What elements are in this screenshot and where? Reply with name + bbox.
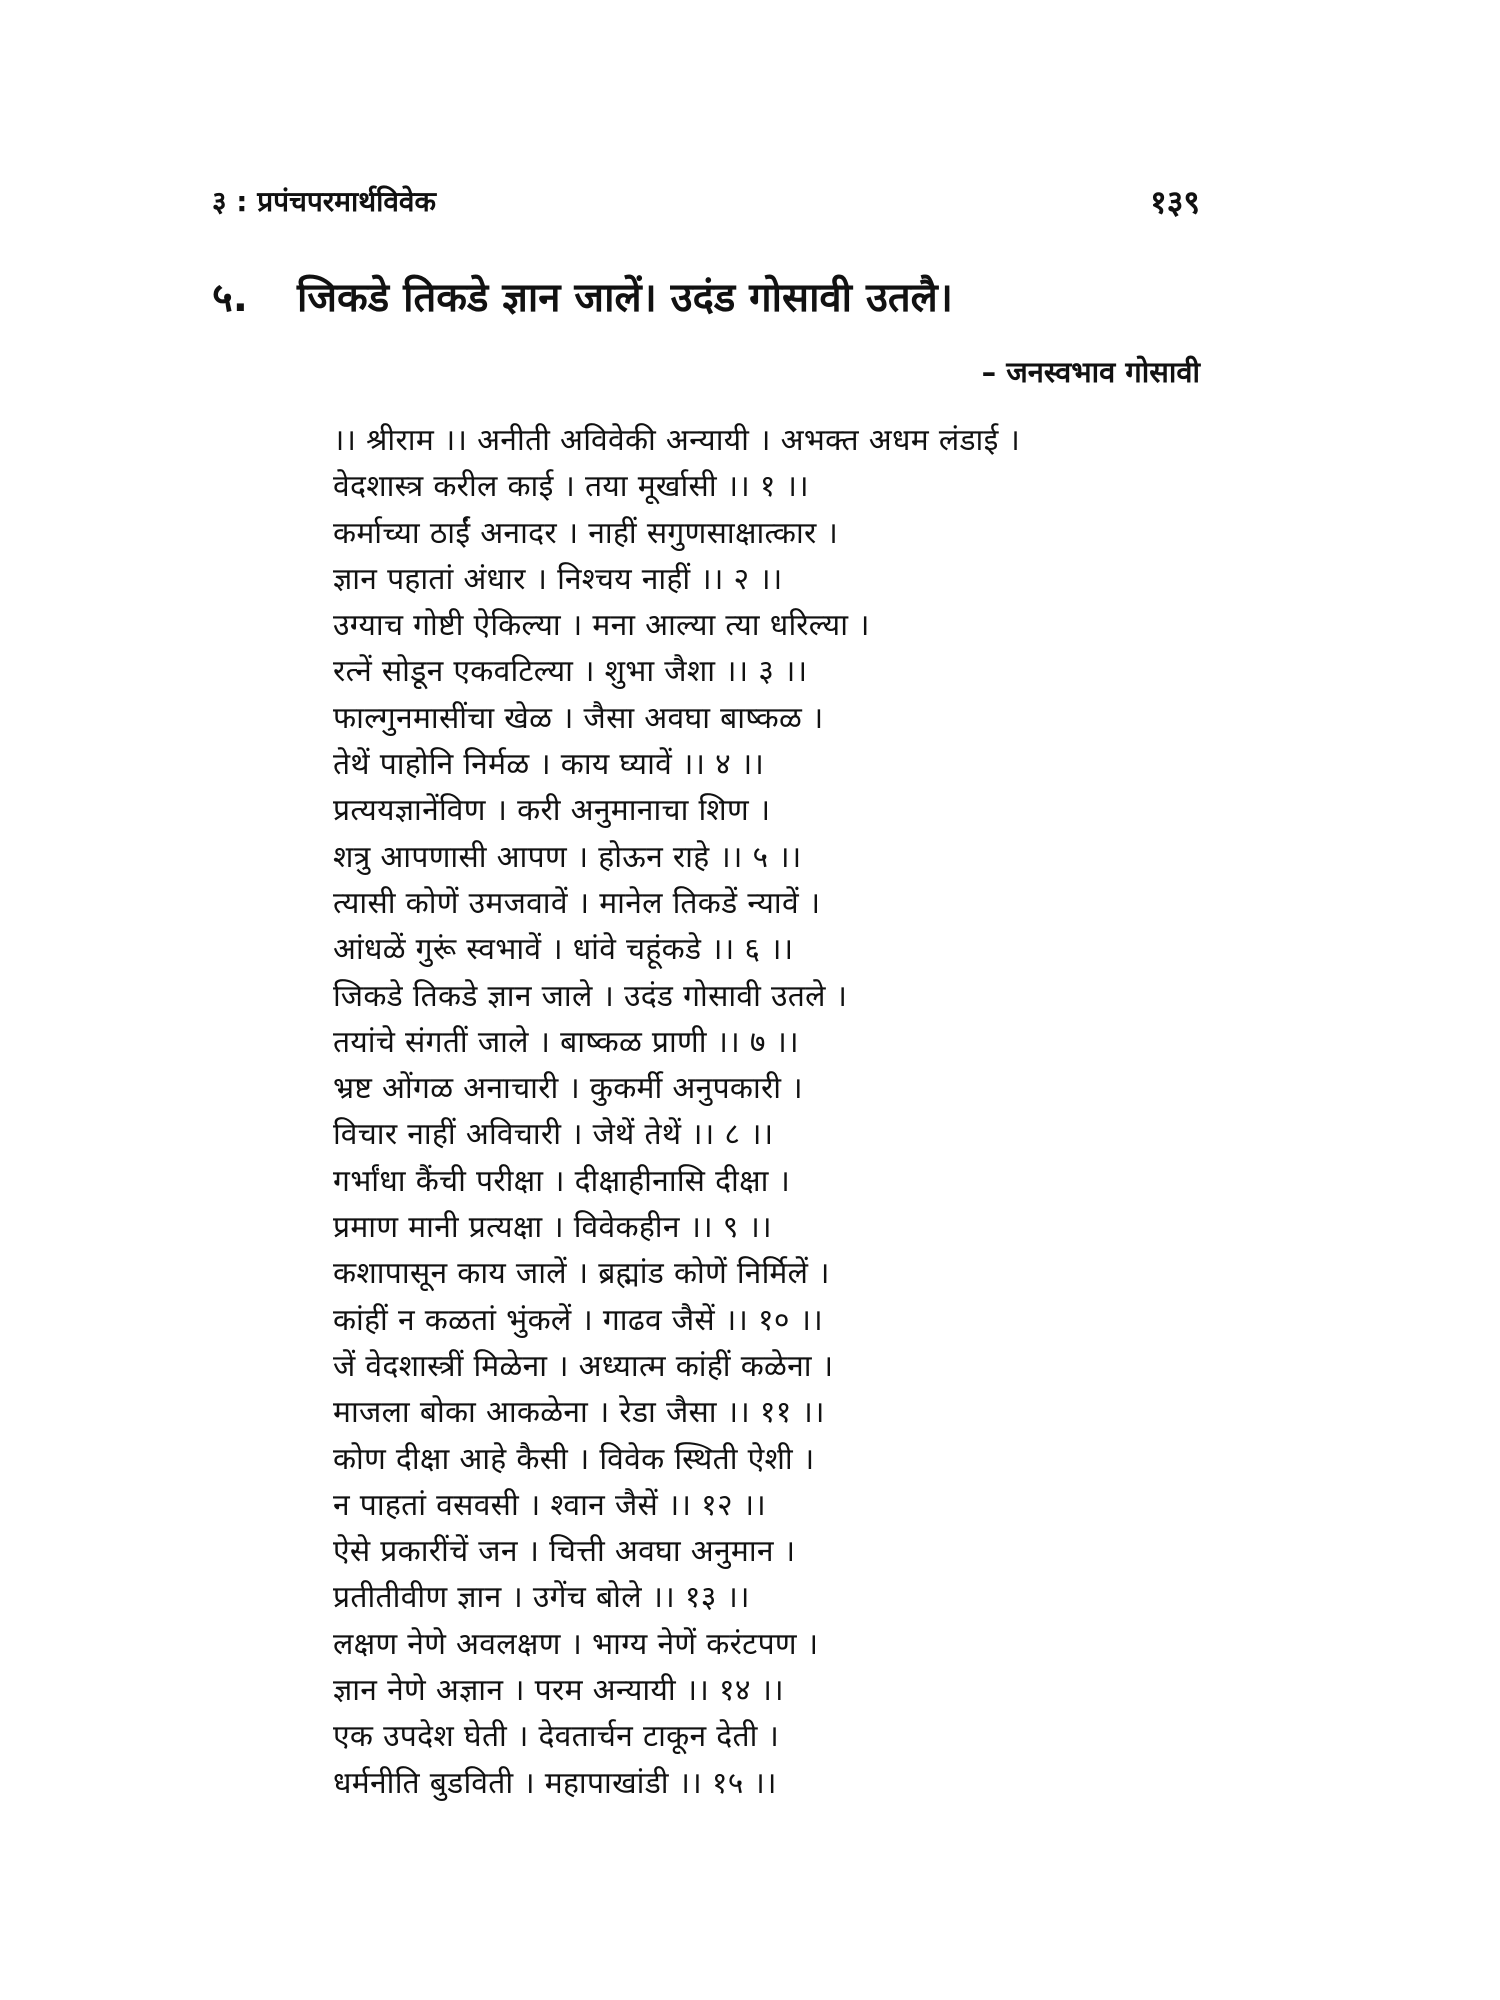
verse-line: त्यासी कोणें उमजवावें । मानेल तिकडें न्यावें । bbox=[333, 885, 821, 921]
verse-line: तयांचे संगतीं जाले । बाष्कळ प्राणी ।। ७ ।। bbox=[333, 1024, 799, 1060]
verse-line: न पाहतां वसवसी । श्वान जैसें ।। १२ ।। bbox=[333, 1487, 767, 1523]
verse-line: ऐसे प्रकारींचें जन । चित्ती अवघा अनुमान । bbox=[333, 1534, 796, 1570]
verse-line: कशापासून काय जालें । ब्रह्मांड कोणें निर्मिलें । bbox=[333, 1256, 830, 1292]
section-title-text: जिकडे तिकडे ज्ञान जालें। उदंड गोसावी उतलै। bbox=[297, 275, 953, 321]
verse-line: माजला बोका आकळेना । रेडा जैसा ।। ११ ।। bbox=[333, 1395, 825, 1431]
verse-line: प्रत्ययज्ञानेंविण । करी अनुमानाचा शिण । bbox=[333, 793, 771, 829]
verse-line: जें वेदशास्त्रीं मिळेना । अध्यात्म कांहीं कळेना । bbox=[333, 1348, 834, 1384]
verse-line: रत्नें सोडून एकवटिल्या । शुभा जैशा ।। ३ ।। bbox=[333, 654, 808, 690]
attribution: – जनस्वभाव गोसावी bbox=[981, 355, 1200, 389]
verse-line: वेदशास्त्र करील काई । तया मूर्खासी ।। १ ।। bbox=[333, 469, 809, 505]
verse-line: आंधळें गुरूं स्वभावें । धांवे चहूंकडे ।। ६ ।। bbox=[333, 932, 794, 968]
verse-line: जिकडे तिकडे ज्ञान जाले । उदंड गोसावी उतले । bbox=[333, 978, 848, 1014]
verse-line: भ्रष्ट ओंगळ अनाचारी । कुकर्मी अनुपकारी । bbox=[333, 1071, 803, 1107]
verse-line: प्रमाण मानी प्रत्यक्षा । विवेकहीन ।। ९ ।। bbox=[333, 1210, 772, 1246]
page-number: १३९ bbox=[1150, 183, 1200, 221]
verse-list bbox=[333, 418, 1233, 1807]
verse-line: प्रतीतीवीण ज्ञान । उगेंच बोले ।। १३ ।। bbox=[333, 1580, 750, 1616]
section-number: ५. bbox=[212, 275, 248, 321]
chapter-header: ३ : प्रपंचपरमार्थविवेक bbox=[212, 185, 437, 218]
verse-line: उग्याच गोष्टी ऐकिल्या । मना आल्या त्या धरिल्या । bbox=[333, 608, 870, 644]
verse-line: तेथें पाहोनि निर्मळ । काय घ्यावें ।। ४ ।। bbox=[333, 747, 765, 783]
verse-line: कांहीं न कळतां भुंकलें । गाढव जैसें ।। १० ।। bbox=[333, 1302, 823, 1338]
verse-line: फाल्गुनमासींचा खेळ । जैसा अवघा बाष्कळ । bbox=[333, 700, 824, 736]
verse-line: ज्ञान पहातां अंधार । निश्चय नाहीं ।। २ ।। bbox=[333, 561, 783, 597]
verse-line: धर्मनीति बुडविती । महापाखांडी ।। १५ ।। bbox=[333, 1765, 777, 1801]
verse-line: विचार नाहीं अविचारी । जेथें तेथें ।। ८ ।। bbox=[333, 1117, 774, 1153]
verse-line: एक उपदेश घेती । देवतार्चन टाकून देती । bbox=[333, 1719, 780, 1755]
verse-line: गर्भांधा कैंची परीक्षा । दीक्षाहीनासि दीक्षा । bbox=[333, 1163, 791, 1199]
section-heading bbox=[212, 268, 953, 323]
verse-line: ।। श्रीराम ।। अनीती अविवेकी अन्यायी । अभक्त अधम लंडाई । bbox=[333, 423, 1021, 458]
verse-line: कोण दीक्षा आहे कैसी । विवेक स्थिती ऐशी । bbox=[333, 1441, 815, 1477]
verse-line: ज्ञान नेणे अज्ञान । परम अन्यायी ।। १४ ।। bbox=[333, 1673, 784, 1709]
verse-line: लक्षण नेणे अवलक्षण । भाग्य नेणें करंटपण । bbox=[333, 1626, 819, 1662]
verse-line: कर्माच्या ठाईं अनादर । नाहीं सगुणसाक्षात्कार । bbox=[333, 515, 839, 551]
verse-line: शत्रु आपणासी आपण । होऊन राहे ।। ५ ।। bbox=[333, 839, 802, 875]
